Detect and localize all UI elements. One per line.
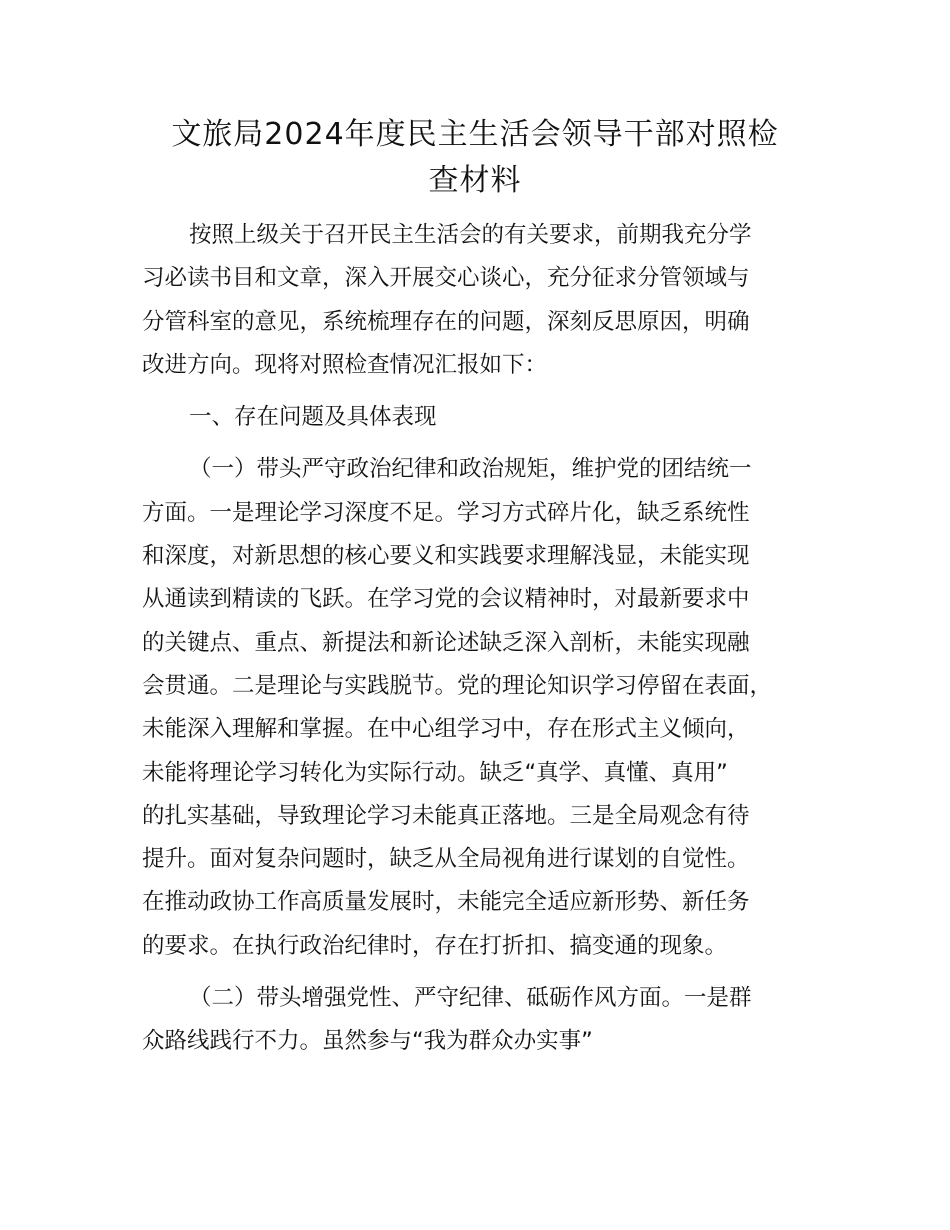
paragraph-line: 分管科室的意见，系统梳理存在的问题，深刻反思原因，明确 [142, 308, 750, 335]
paragraph-line: 从通读到精读的飞跃。在学习党的会议精神时，对最新要求中 [142, 586, 750, 613]
section-heading-text: 一、存在问题及具体表现 [189, 404, 437, 431]
paragraph-line: 的扎实基础，导致理论学习未能真正落地。三是全局观念有待 [142, 802, 750, 829]
title-line: 查材料 [428, 163, 522, 198]
section-heading [142, 396, 822, 439]
paragraph-line: 的关键点、重点、新提法和新论述缺乏深入剖析，未能实现融 [142, 629, 750, 656]
paragraph-line: 改进方向。现将对照检查情况汇报如下： [142, 351, 548, 378]
subsection-paragraph-1 [142, 448, 822, 968]
document-title [140, 112, 810, 204]
paragraph-line: 会贯通。二是理论与实践脱节。党的理论知识学习停留在表面， [142, 672, 773, 699]
paragraph-line: 的要求。在执行政治纪律时，存在打折扣、搞变通的现象。 [142, 932, 728, 959]
document-body [142, 214, 822, 1073]
paragraph-line: 提升。面对复杂问题时，缺乏从全局视角进行谋划的自觉性。 [142, 846, 750, 873]
paragraph-line: 习必读书目和文章，深入开展交心谈心，充分征求分管领域与 [142, 265, 750, 292]
subsection-paragraph-2 [142, 977, 822, 1064]
paragraph-line: 方面。一是理论学习深度不足。学习方式碎片化，缺乏系统性 [142, 499, 750, 526]
paragraph-line: 按照上级关于召开民主生活会的有关要求，前期我充分学 [189, 222, 752, 248]
paragraph-line: 未能深入理解和掌握。在中心组学习中，存在形式主义倾向， [142, 716, 750, 743]
paragraph-line: （二）带头增强党性、严守纪律、砥砺作风方面。一是群 [189, 985, 752, 1012]
paragraph-line: 在推动政协工作高质量发展时，未能完全适应新形势、新任务 [142, 889, 750, 916]
paragraph-line: （一）带头严守政治纪律和政治规矩，维护党的团结统一 [189, 456, 752, 483]
paragraph-line: 和深度，对新思想的核心要义和实践要求理解浅显，未能实现 [142, 543, 750, 570]
intro-paragraph [142, 214, 822, 387]
title-line: 文旅局2024年度民主生活会领导干部对照检 [171, 117, 779, 152]
paragraph-line: 未能将理论学习转化为实际行动。缺乏“真学、真懂、真用” [142, 759, 728, 786]
paragraph-line: 众路线践行不力。虽然参与“我为群众办实事” [142, 1028, 593, 1055]
